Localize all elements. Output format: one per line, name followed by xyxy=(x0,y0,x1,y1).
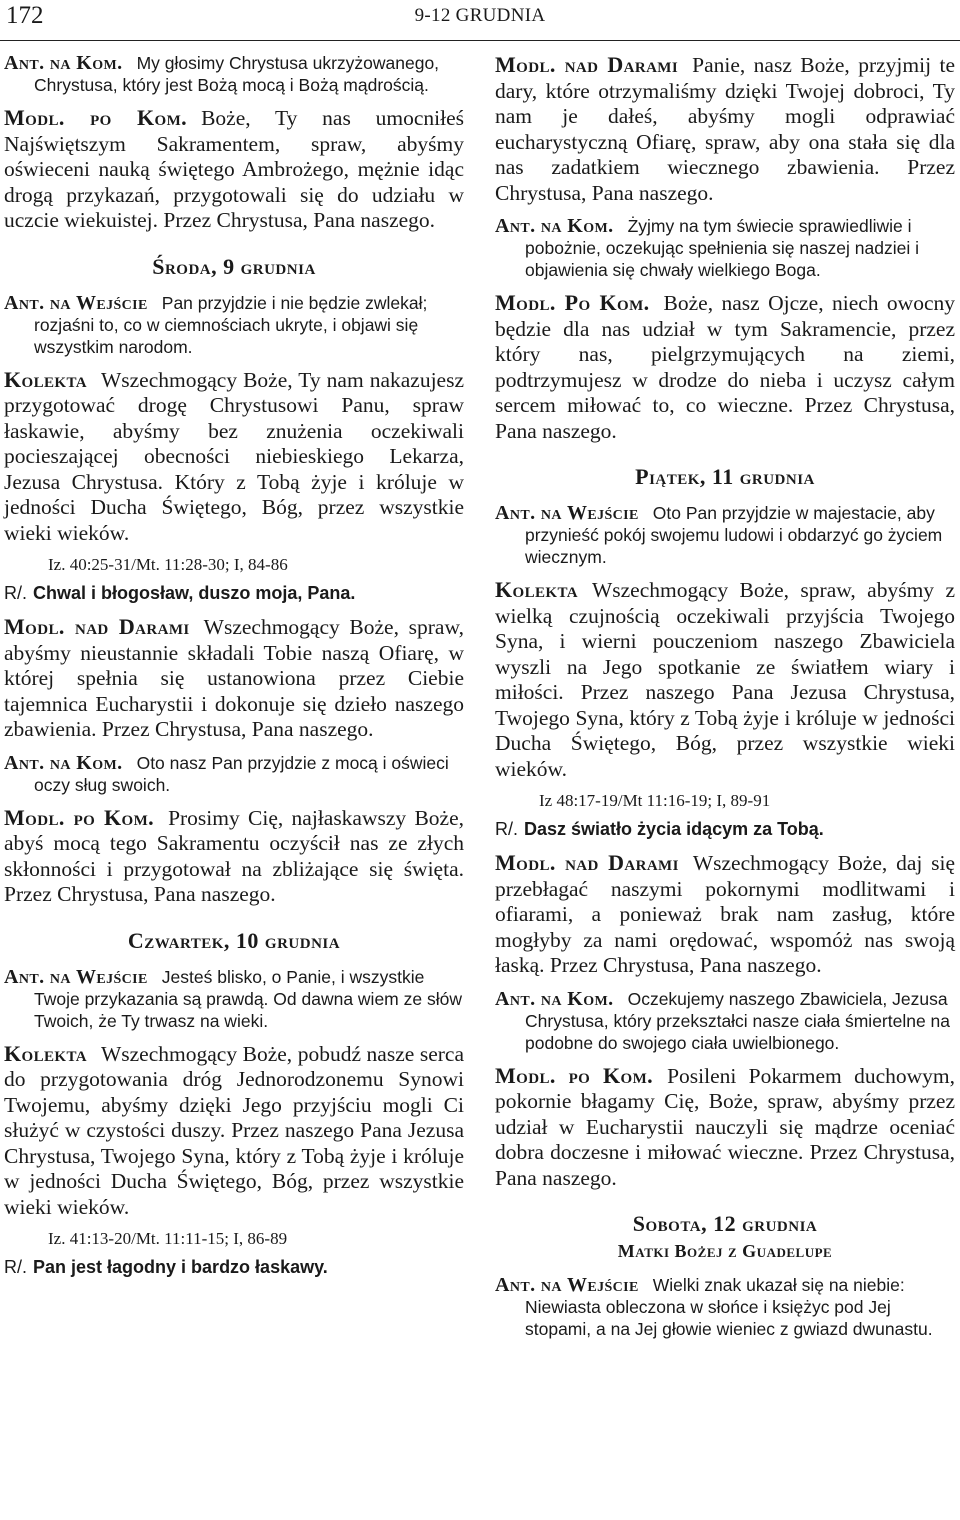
response-symbol: R/. xyxy=(495,819,519,839)
psalm-response-thursday xyxy=(4,1257,464,1278)
psalm-response-friday xyxy=(495,819,955,840)
prayer-after-communion-friday xyxy=(495,1063,955,1192)
section-label: Modl. nad Darami xyxy=(495,850,679,875)
section-label: Modl. po Kom. xyxy=(4,804,155,830)
day-heading-thursday: Czwartek, 10 grudnia xyxy=(127,927,341,953)
section-text: Wszechmogący Boże, daj się przebłagać naszymi pokornymi modlitwami i ofiarami, a ponieważ brak nam zasług, które mogłyby za nami orędować, wspomóż nas swoją łaską. Przez Chrystusa, Pana naszego. xyxy=(495,851,955,977)
section-label: Modl. nad Darami xyxy=(4,614,190,639)
section-label: Ant. na Kom. xyxy=(495,987,614,1010)
section-text: Oto nasz Pan przyjdzie z mocą i oświeci oczy sług swoich. xyxy=(34,752,449,795)
section-text: Wszechmogący Boże, Ty nam nakazujesz przygotować drogę Chrystusowi Panu, spraw łaskawie, abyśmy bez znużenia oczekiwali pocieszającej obecności niebieskiego Lekarza, Jezusa Chrystusa. Który z Tobą żyje i króluje w jedności Ducha Świętego, Bóg, przez wszystkie wieki wieków. xyxy=(4,367,464,545)
prayer-after-communion-8dec xyxy=(4,105,464,234)
scripture-reference-friday: Iz 48:17-19/Mt 11:16-19; I, 89-91 xyxy=(539,791,771,810)
response-symbol: R/. xyxy=(4,1257,28,1277)
section-label: Modl. Po Kom. xyxy=(495,290,650,315)
prayer-after-communion-thursday xyxy=(495,290,955,444)
prayer-over-gifts-wednesday xyxy=(4,614,464,743)
section-text: My głosimy Chrystusa ukrzyżowanego, Chrystusa, który jest Bożą mocą i Bożą mądrością. xyxy=(34,53,440,95)
section-text: Oto Pan przyjdzie w majestacie, aby przynieść pokój swojemu ludowi i obdarzyć go życiem wiecznym. xyxy=(525,503,943,567)
section-text: Wszechmogący Boże, spraw, abyśmy z wielką czujnością oczekiwali przyjścia Twojego Syna, i wierni pouczeniom naszego Zbawiciela wyszli na Jego spotkanie ze światłem wiary i miłości. Przez naszego Pana Jezusa Chrystusa, Twojego Syna, który z Tobą żyje i króluje w jedności Ducha Świętego, Bóg, przez wszystkie wieki wieków. xyxy=(495,578,955,781)
section-text: Pan przyjdzie i nie będzie zwlekał; rozjaśni to, co w ciemnościach ukryte, i objawi się wszystkim narodom. xyxy=(34,292,428,357)
prayer-over-gifts-thursday xyxy=(495,52,955,206)
communion-antiphon-thursday xyxy=(495,215,955,281)
section-label: Ant. na Wejście xyxy=(4,291,148,314)
day-heading-friday: Piątek, 11 grudnia xyxy=(635,464,815,489)
section-text: Boże, nasz Ojcze, niech owocny będzie dla nas udział w tym Sakramencie, przez który nas, pielgrzymujących na ziemi, podtrzymujesz w drodze do nieba i uczysz całym sercem miłować to, co wieczne. Przez Chrystusa, Pana naszego. xyxy=(495,291,955,443)
collect-wednesday xyxy=(4,367,464,547)
response-text: Pan jest łagodny i bardzo łaskawy. xyxy=(33,1257,328,1277)
section-text: Posileni Pokarmem duchowym, pokornie błagamy Cię, Boże, spraw, abyśmy przez udział w Eucharystii nauczyli się mądrze oceniać dobra doczesne i miłować wieczne. Przez Chrystusa, Pana naszego. xyxy=(495,1063,955,1190)
section-label: Ant. na Kom. xyxy=(495,215,614,237)
section-label: Ant. na Wejście xyxy=(4,965,148,988)
entrance-antiphon-saturday xyxy=(495,1274,955,1340)
collect-thursday xyxy=(4,1041,464,1221)
section-text: Panie, nasz Boże, przyjmij te dary, które otrzymaliśmy dzięki Twojej dobroci, Ty nam je dałeś, abyśmy mogli odprawiać eucharystyczną Ofiarę, spraw, aby ona stała się dla nas zadatkiem wiecznego zbawienia. Przez Chrystusa, Pana naszego. xyxy=(495,53,955,205)
day-heading-wednesday: Środa, 9 grudnia xyxy=(152,253,316,279)
page-number: 172 xyxy=(6,2,44,29)
response-text: Dasz światło życia idącym za Tobą. xyxy=(524,819,824,839)
section-label: Kolekta xyxy=(4,1040,87,1066)
section-text: Wszechmogący Boże, pobudź nasze serca do przygotowania dróg Jednorodzonemu Synowi Twojemu, abyśmy dzięki Jego przyjściu mogli Ci służyć w czystości duszy. Przez naszego Pana Jezusa Chrystusa, Twojego Syna, który z Tobą żyje i króluje w jedności Ducha Świętego, Bóg, przez wszystkie wieki wieków. xyxy=(4,1041,464,1219)
right-column xyxy=(495,52,955,1349)
section-label: Ant. na Wejście xyxy=(495,502,639,524)
section-label: Kolekta xyxy=(495,577,578,602)
left-column xyxy=(4,52,464,1288)
section-text: Wszechmogący Boże, spraw, abyśmy nieustannie składali Tobie naszą Ofiarę, w której spełnia się ustanowiona przez Ciebie tajemnica Eucharystii i dokonuje się dzieło naszego zbawienia. Przez Chrystusa, Pana naszego. xyxy=(4,615,464,741)
section-text: Jesteś blisko, o Panie, i wszystkie Twoje przykazania są prawdą. Od dawna wiem ze słów Twoich, że Ty trwasz na wieki. xyxy=(34,966,462,1031)
section-text: Oczekujemy naszego Zbawiciela, Jezusa Chrystusa, który przekształci nasze ciała śmiertelne na podobne do swojego ciała uwielbionego. xyxy=(525,988,951,1053)
psalm-response-wednesday xyxy=(4,583,464,604)
entrance-antiphon-friday xyxy=(495,502,955,568)
scripture-reference-wednesday: Iz. 40:25-31/Mt. 11:28-30; I, 84-86 xyxy=(48,555,288,574)
entrance-antiphon-thursday xyxy=(4,966,464,1032)
communion-antiphon-friday xyxy=(495,988,955,1054)
antiphon-communion-8dec xyxy=(4,52,464,96)
section-label: Ant. na Kom. xyxy=(4,52,123,74)
collect-friday xyxy=(495,577,955,782)
day-heading-saturday: Sobota, 12 grudnia xyxy=(632,1211,818,1236)
section-text: Prosimy Cię, najłaskawszy Boże, abyś mocą tego Sakramentu oczyścił nas ze złych skłonności i przygotował na zbliżające się święta. Przez Chrystusa, Pana naszego. xyxy=(4,805,464,906)
page-header xyxy=(0,0,960,41)
prayer-after-communion-wednesday xyxy=(4,805,464,908)
running-title: 9-12 GRUDNIA xyxy=(414,5,546,26)
section-label: Kolekta xyxy=(4,366,87,392)
feast-subheading-saturday: Matki Bożej z Guadelupe xyxy=(617,1241,833,1261)
prayer-over-gifts-friday xyxy=(495,850,955,979)
section-label: Modl. po Kom. xyxy=(495,1062,654,1088)
section-text: Boże, Ty nas umocniłeś Najświętszym Sakramentem, spraw, abyśmy oświeceni nauką świętego Ambrożego, mężnie idąc drogą przykazań, przygotowali się do udziału w uczcie wiekuistej. Przez Chrystusa, Pana naszego. xyxy=(4,106,464,232)
section-label: Ant. na Wejście xyxy=(495,1274,639,1296)
communion-antiphon-wednesday xyxy=(4,752,464,796)
section-label: Ant. na Kom. xyxy=(4,751,123,774)
section-label: Modl. po Kom. xyxy=(4,105,188,130)
section-text: Wielki znak ukazał się na niebie: Niewiasta obleczona w słońce i księżyc pod Jej stopami, a na Jej głowie wieniec z gwiazd dwunastu. xyxy=(525,1275,933,1339)
section-text: Żyjmy na tym świecie sprawiedliwie i pobożnie, oczekując spełnienia się naszej nadziei i objawienia się chwały wielkiego Boga. xyxy=(525,216,919,280)
scripture-reference-thursday: Iz. 41:13-20/Mt. 11:11-15; I, 86-89 xyxy=(48,1229,288,1248)
section-label: Modl. nad Darami xyxy=(495,52,679,77)
entrance-antiphon-wednesday xyxy=(4,292,464,358)
response-text: Chwal i błogosław, duszo moja, Pana. xyxy=(33,583,356,603)
response-symbol: R/. xyxy=(4,583,28,603)
